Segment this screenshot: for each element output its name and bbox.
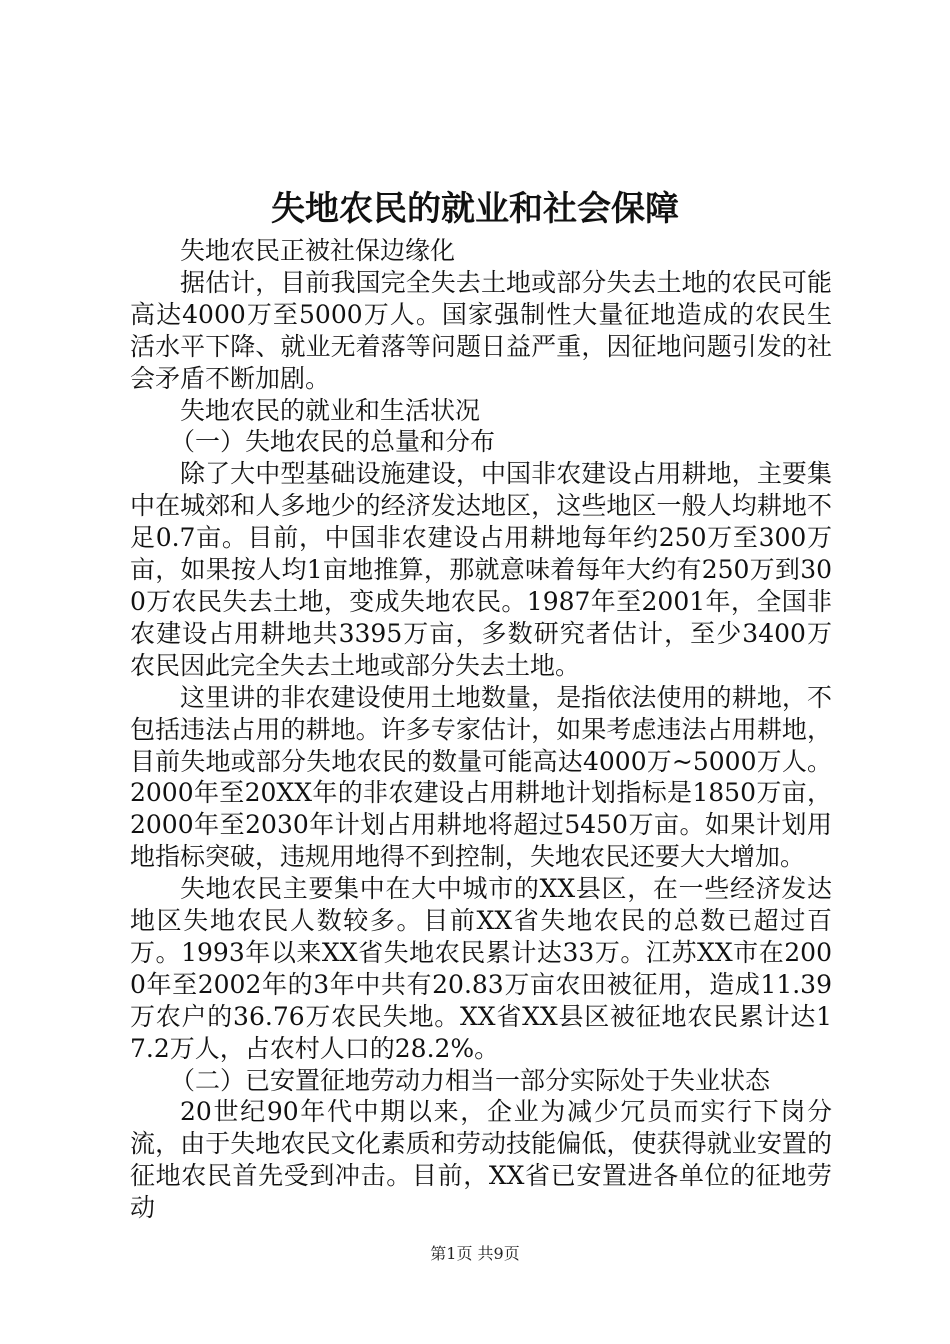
- paragraph: 据估计，目前我国完全失去土地或部分失去土地的农民可能高达4000万至5000万人。国家强制性大量征地造成的农民生活水平下降、就业无着落等问题日益严重，因征地问题引发的社会矛盾不断加剧。: [130, 267, 832, 393]
- paragraph: 失地农民的就业和生活状况: [180, 395, 481, 425]
- paragraph: 这里讲的非农建设使用土地数量，是指依法使用的耕地，不包括违法占用的耕地。许多专家估计，如果考虑违法占用耕地，目前失地或部分失地农民的数量可能高达4000万~5000万人。2000年至20XX年的非农建设占用耕地计划指标是1850万亩，2000年至2030年计划占用耕地将超过5450万亩。如果计划用地指标突破，违规用地得不到控制，失地农民还要大大增加。: [130, 682, 832, 872]
- page-footer: 第1页 共9页: [430, 1244, 520, 1263]
- document-title: 失地农民的就业和社会保障: [271, 189, 679, 229]
- paragraph: 失地农民正被社保边缘化: [180, 236, 456, 265]
- document-body: [130, 235, 832, 1224]
- section-heading: （一）失地农民的总量和分布: [170, 427, 496, 457]
- paragraph: 除了大中型基础设施建设，中国非农建设占用耕地，主要集中在城郊和人多地少的经济发达地区，这些地区一般人均耕地不足0.7亩。目前，中国非农建设占用耕地每年约250万至300万亩，如果按人均1亩地推算，那就意味着每年大约有250万到300万农民失去土地，变成失地农民。1987年至2001年，全国非农建设占用耕地共3395万亩，多数研究者估计，至少3400万农民因此完全失去土地或部分失去土地。: [130, 459, 832, 680]
- paragraph: 失地农民主要集中在大中城市的XX县区，在一些经济发达地区失地农民人数较多。目前XX省失地农民的总数已超过百万。1993年以来XX省失地农民累计达33万。江苏XX市在2000年至2002年的3年中共有20.83万亩农田被征用，造成11.39万农户的36.76万农民失地。XX省XX县区被征地农民累计达17.2万人，占农村人口的28.2%。: [130, 874, 832, 1063]
- section-heading: （二）已安置征地劳动力相当一部分实际处于失业状态: [170, 1065, 771, 1095]
- paragraph: 20世纪90年代中期以来，企业为减少冗员而实行下岗分流，由于失地农民文化素质和劳动技能偏低，使获得就业安置的征地农民首先受到冲击。目前，XX省已安置进各单位的征地劳动: [130, 1097, 832, 1223]
